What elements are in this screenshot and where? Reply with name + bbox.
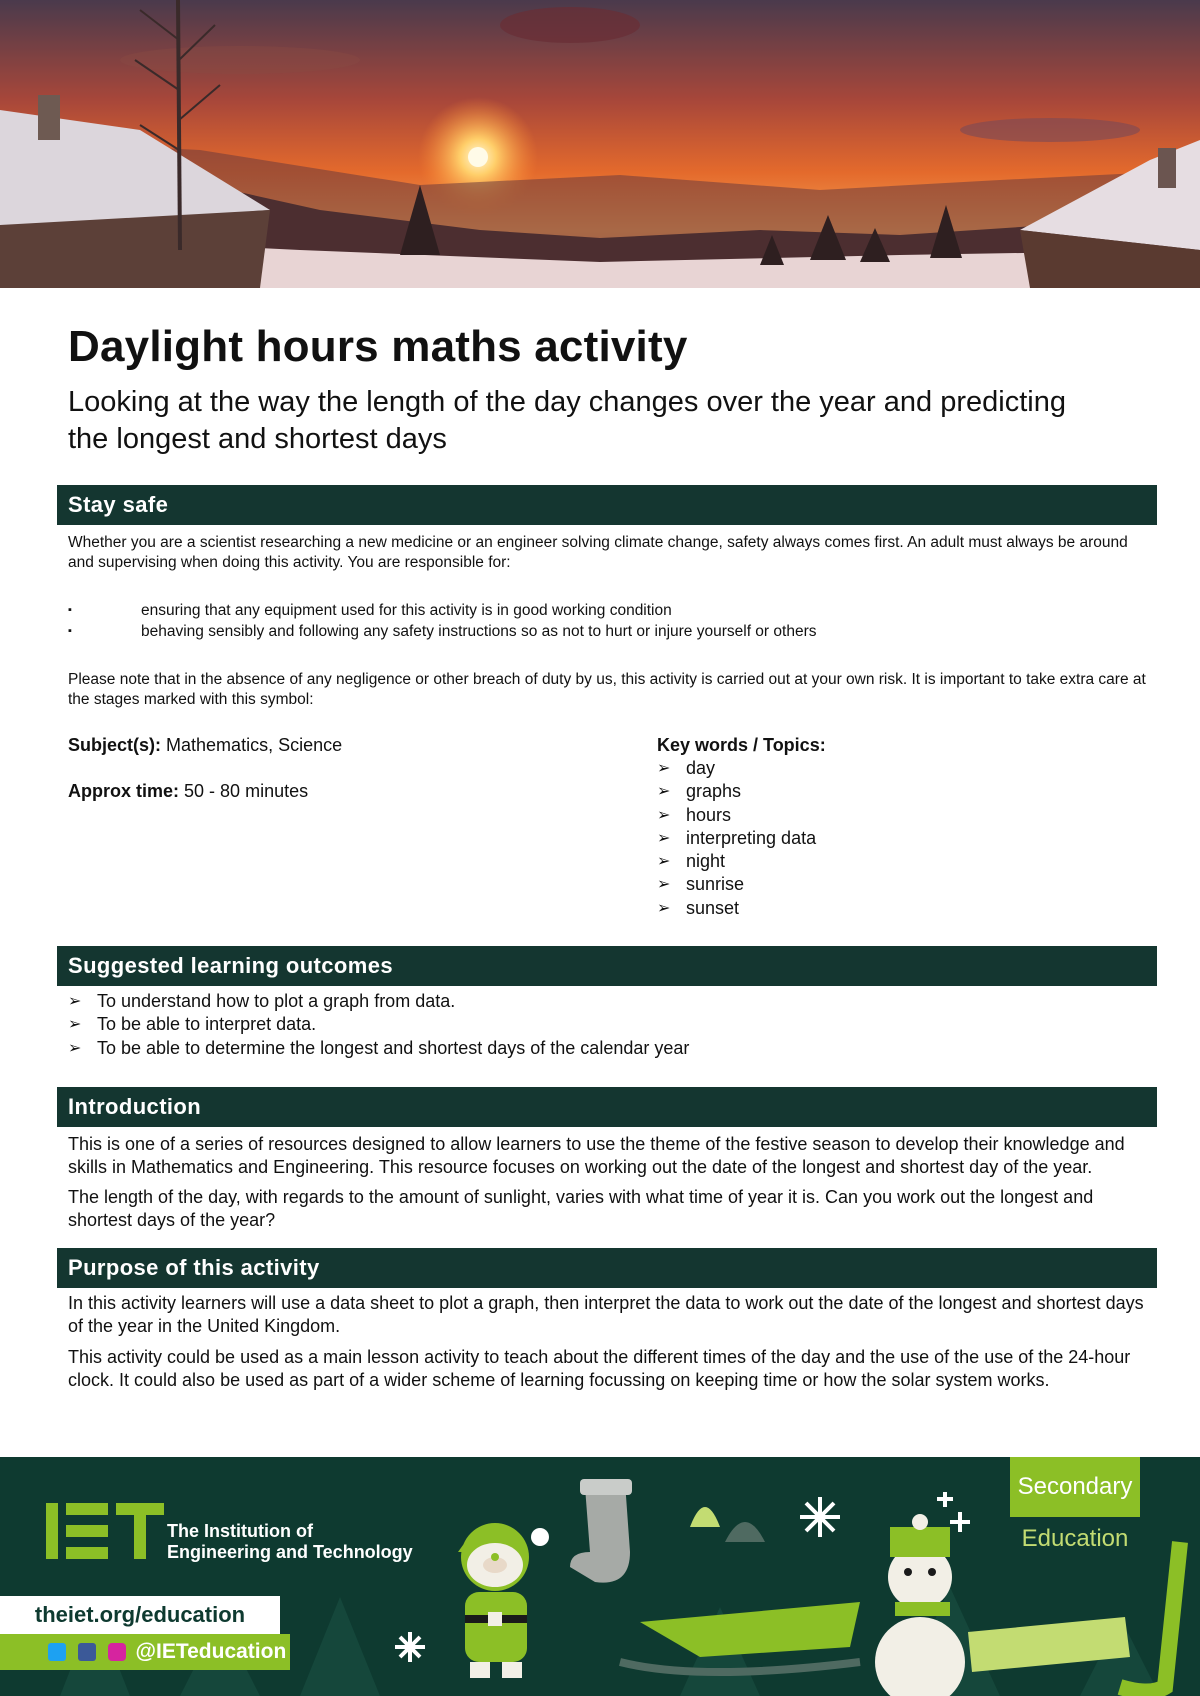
time-label: Approx time:: [68, 781, 180, 801]
social-handle[interactable]: @IETeducation: [135, 1640, 287, 1664]
page-title: Daylight hours maths activity: [68, 322, 688, 371]
badge-education: Education: [1021, 1525, 1129, 1552]
badge-secondary: Secondary: [1010, 1457, 1140, 1517]
keyword-item: ➢ night: [657, 850, 1137, 873]
approx-time: [68, 780, 657, 803]
org-name: [167, 1521, 413, 1563]
org-name-line-1: The Institution of: [167, 1521, 313, 1541]
introduction-paragraph: The length of the day, with regards to the amount of sunlight, varies with what time of year it is. Can you work out the longest and shortest days of the year?: [68, 1186, 1094, 1230]
outcomes-list: [57, 990, 1157, 1060]
instagram-icon[interactable]: [108, 1643, 126, 1661]
social-bar: [0, 1634, 290, 1670]
stay-safe-list: [57, 600, 1157, 642]
subjects-value: Mathematics, Science: [166, 735, 343, 755]
time-value: 50 - 80 minutes: [184, 781, 309, 801]
org-name-line-2: Engineering and Technology: [167, 1542, 413, 1562]
activity-meta: [57, 734, 1157, 920]
subjects-label: Subject(s):: [68, 735, 162, 755]
list-item: ➢ To understand how to plot a graph from data.: [68, 990, 1157, 1013]
purpose-paragraph: In this activity learners will use a data sheet to plot a graph, then interpret the data to work out the date of the longest and shortest days of the year in the United Kingdom.: [68, 1292, 1144, 1336]
twitter-icon[interactable]: [48, 1643, 66, 1661]
santa-illustration: [458, 1523, 549, 1678]
iet-logo-mark: [46, 1503, 164, 1559]
list-item: ▪ ensuring that any equipment used for this activity is in good working condition: [68, 600, 1146, 621]
section-heading-purpose: Purpose of this activity: [57, 1248, 1157, 1288]
list-item: ▪ behaving sensibly and following any safety instructions so as not to hurt or injure yourself or others: [68, 621, 1146, 642]
keyword-item: ➢ sunset: [657, 897, 1137, 920]
iet-logo: [46, 1503, 164, 1559]
website-link[interactable]: theiet.org/education: [0, 1596, 280, 1634]
section-heading-stay-safe: Stay safe: [57, 485, 1157, 525]
list-item: ➢ To be able to interpret data.: [68, 1013, 1157, 1036]
keywords-list: [657, 757, 1137, 920]
page-subtitle: Looking at the way the length of the day changes over the year and predicting the longest and shortest days: [68, 386, 1066, 455]
keyword-item: ➢ graphs: [657, 780, 1137, 803]
keyword-item: ➢ hours: [657, 804, 1137, 827]
keyword-item: ➢ sunrise: [657, 873, 1137, 896]
stay-safe-intro: Whether you are a scientist researching a new medicine or an engineer solving climate change, safety always comes first. An adult must always be around and supervising when doing this activity. You are responsible for:: [68, 534, 1128, 571]
stay-safe-note: Please note that in the absence of any negligence or other breach of duty by us, this activity is carried out at your own risk. It is important to take extra care at the stages marked with this symbol:: [68, 671, 1146, 708]
list-item: ➢ To be able to determine the longest and shortest days of the calendar year: [68, 1037, 1157, 1060]
keyword-item: ➢ day: [657, 757, 1137, 780]
keywords-label: Key words / Topics:: [657, 735, 826, 755]
footer-banner: [0, 1457, 1200, 1696]
introduction-paragraph: This is one of a series of resources designed to allow learners to use the theme of the festive season to develop their knowledge and skills in Mathematics and Engineering. This resource focuses on working out the date of the longest and shortest day of the year.: [68, 1133, 1125, 1177]
facebook-icon[interactable]: [78, 1643, 96, 1661]
section-heading-outcomes: Suggested learning outcomes: [57, 946, 1157, 986]
purpose-paragraph: This activity could be used as a main lesson activity to teach about the different times of the day and the use of the use of the 24-hour clock. It could also be used as part of a wider scheme of learning focussing on keeping time or how the solar system works.: [68, 1346, 1131, 1390]
section-heading-introduction: Introduction: [57, 1087, 1157, 1127]
subjects: [68, 734, 657, 757]
hero-image: [0, 0, 1200, 288]
keyword-item: ➢ interpreting data: [657, 827, 1137, 850]
